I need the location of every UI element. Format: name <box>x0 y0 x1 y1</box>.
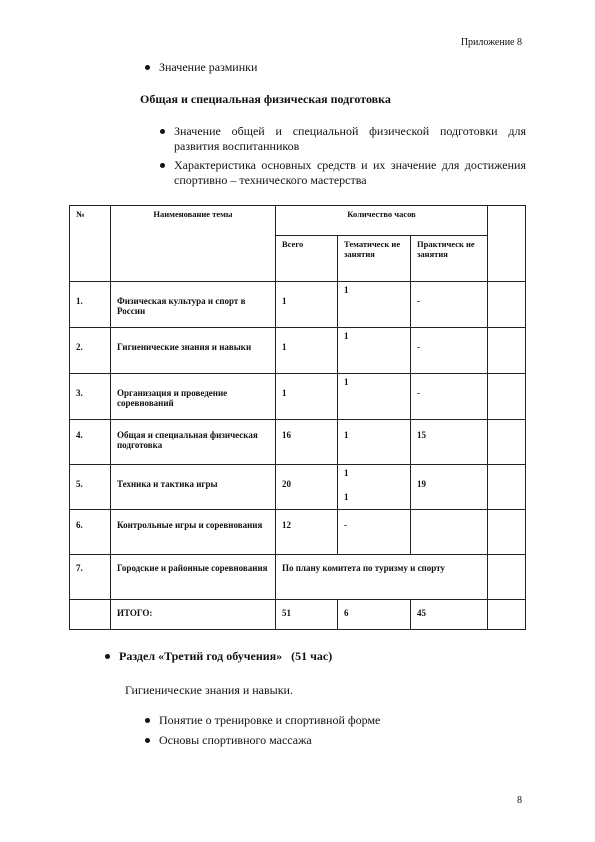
list-item <box>160 124 526 154</box>
list-item-text: Основы спортивного массажа <box>159 733 312 747</box>
section-heading-text: Раздел «Третий год обучения» (51 час) <box>119 649 333 663</box>
cell-num: 7. <box>70 555 111 600</box>
table-row <box>70 555 526 600</box>
cell-empty <box>488 510 526 555</box>
cell-theory: 6 <box>338 600 411 630</box>
cell-num: 5. <box>70 465 111 510</box>
bullet-icon <box>105 654 110 659</box>
cell-total-label: ИТОГО: <box>111 600 276 630</box>
cell-merged: По плану комитета по туризму и спорту <box>276 555 488 600</box>
table-row <box>70 374 526 420</box>
cell-total: 1 <box>276 374 338 420</box>
cell-theory <box>338 465 411 510</box>
list-item <box>160 158 526 188</box>
list-item <box>145 713 380 728</box>
table-row <box>70 328 526 374</box>
cell-theory: - <box>338 510 411 555</box>
bullet-icon <box>145 65 150 70</box>
header-hours: Количество часов <box>276 206 488 236</box>
cell-total: 1 <box>276 282 338 328</box>
cell-practice: - <box>411 328 488 374</box>
section-title: Общая и специальная физическая подготовка <box>140 92 391 106</box>
cell-empty <box>488 282 526 328</box>
cell-total: 16 <box>276 420 338 465</box>
header-topic: Наименование темы <box>111 206 276 282</box>
cell-num <box>70 600 111 630</box>
list-item <box>145 733 312 748</box>
table-row <box>70 510 526 555</box>
cell-theory-value: 1 <box>344 492 349 502</box>
cell-topic: Городские и районные соревнования <box>111 555 276 600</box>
cell-empty <box>488 465 526 510</box>
table-row <box>70 465 526 510</box>
header-theory: Тематическ ие занятия <box>338 236 411 282</box>
cell-empty <box>488 328 526 374</box>
cell-practice: 45 <box>411 600 488 630</box>
cell-topic: Контрольные игры и соревнования <box>111 510 276 555</box>
cell-num: 4. <box>70 420 111 465</box>
table-row <box>70 420 526 465</box>
cell-num: 3. <box>70 374 111 420</box>
cell-empty <box>488 420 526 465</box>
cell-theory-value: 1 <box>344 468 349 478</box>
cell-practice: 19 <box>411 465 488 510</box>
cell-practice: - <box>411 374 488 420</box>
cell-total: 20 <box>276 465 338 510</box>
cell-topic: Общая и специальная физическая подготовка <box>111 420 276 465</box>
cell-num: 2. <box>70 328 111 374</box>
bullet-icon <box>145 718 150 723</box>
cell-practice: 15 <box>411 420 488 465</box>
cell-theory: 1 <box>338 374 411 420</box>
header-num: № <box>70 206 111 282</box>
cell-topic: Техника и тактика игры <box>111 465 276 510</box>
cell-practice: - <box>411 282 488 328</box>
list-item-text: Понятие о тренировке и спортивной форме <box>159 713 381 727</box>
bullet-icon <box>145 738 150 743</box>
header-total: Всего <box>276 236 338 282</box>
table-row <box>70 282 526 328</box>
cell-practice <box>411 510 488 555</box>
curriculum-table <box>69 205 526 630</box>
cell-total: 1 <box>276 328 338 374</box>
cell-theory: 1 <box>338 282 411 328</box>
cell-total: 51 <box>276 600 338 630</box>
list-item-text: Характеристика основных средств и их значение для достижения спортивно – технического мастерства <box>174 158 526 187</box>
cell-topic: Физическая культура и спорт в России <box>111 282 276 328</box>
bullet-icon <box>160 163 165 168</box>
page-number: 8 <box>517 795 522 806</box>
cell-num: 6. <box>70 510 111 555</box>
cell-theory: 1 <box>338 420 411 465</box>
cell-total: 12 <box>276 510 338 555</box>
cell-topic: Гигиенические знания и навыки <box>111 328 276 374</box>
appendix-label: Приложение 8 <box>460 37 522 48</box>
cell-num: 1. <box>70 282 111 328</box>
header-empty <box>488 206 526 282</box>
header-practice: Практическ ие занятия <box>411 236 488 282</box>
cell-empty <box>488 374 526 420</box>
cell-empty <box>488 555 526 600</box>
cell-topic: Организация и проведение соревнований <box>111 374 276 420</box>
subheading: Гигиенические знания и навыки. <box>125 683 293 697</box>
list-item <box>145 60 257 75</box>
section-heading <box>105 649 332 664</box>
table-row-total <box>70 600 526 630</box>
cell-theory: 1 <box>338 328 411 374</box>
bullet-icon <box>160 129 165 134</box>
cell-empty <box>488 600 526 630</box>
list-item-text: Значение разминки <box>159 60 258 74</box>
list-item-text: Значение общей и специальной физической подготовки для развития воспитанников <box>174 124 526 153</box>
